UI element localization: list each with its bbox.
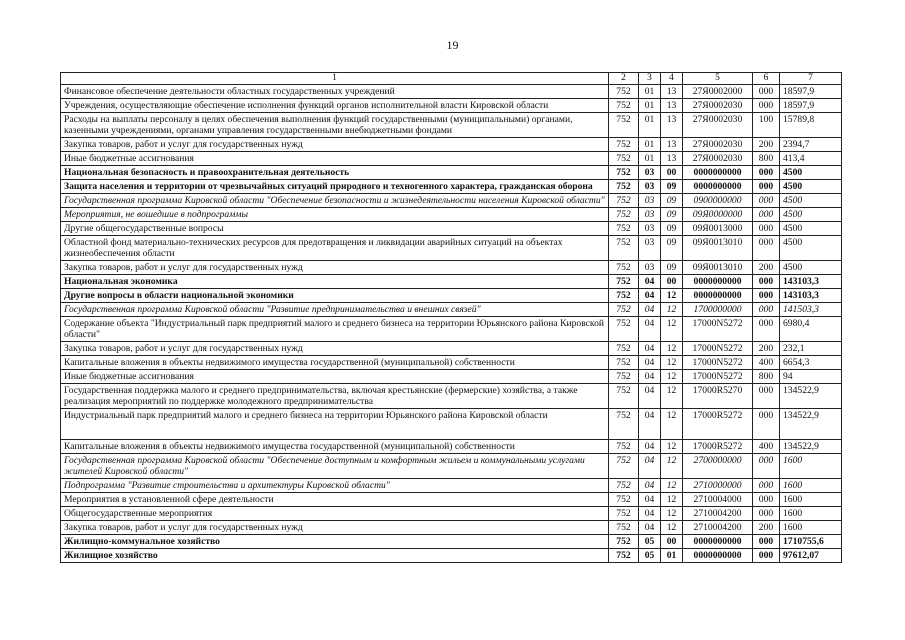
row-code-rz: 01 [639,113,661,138]
row-code-pr: 09 [661,208,683,222]
row-code-gr: 752 [609,440,639,454]
row-code-csr: 1700000000 [683,303,753,317]
row-code-gr: 752 [609,479,639,493]
row-code-csr: 0000000000 [683,275,753,289]
row-code-vr: 000 [753,166,780,180]
row-amount: 232,1 [780,342,842,356]
row-code-pr: 01 [661,549,683,563]
row-code-pr: 12 [661,384,683,409]
row-code-vr: 400 [753,356,780,370]
row-name: Областной фонд материально-технических ресурсов для предотвращения и ликвидации аварийных ситуаций на объектах жизнеобеспечения области [61,236,609,261]
row-code-gr: 752 [609,493,639,507]
row-code-pr: 09 [661,236,683,261]
column-header: 1 [61,73,609,85]
row-name: Общегосударственные мероприятия [61,507,609,521]
column-header: 4 [661,73,683,85]
budget-table [60,72,842,563]
row-code-rz: 01 [639,152,661,166]
row-code-pr: 12 [661,370,683,384]
row-code-csr: 27Я0002000 [683,85,753,99]
row-code-pr: 12 [661,289,683,303]
row-name: Национальная экономика [61,275,609,289]
row-code-gr: 752 [609,208,639,222]
row-code-pr: 12 [661,317,683,342]
row-code-vr: 000 [753,208,780,222]
row-code-csr: 2710004000 [683,493,753,507]
column-header: 6 [753,73,780,85]
table-row [61,384,842,409]
row-code-rz: 03 [639,194,661,208]
row-amount: 134522,9 [780,440,842,454]
row-name: Содержание объекта "Индустриальный парк предприятий малого и среднего бизнеса на территории Юрьянского района Кировской области" [61,317,609,342]
table-row [61,303,842,317]
row-code-gr: 752 [609,180,639,194]
row-amount: 6654,3 [780,356,842,370]
row-code-rz: 04 [639,342,661,356]
row-code-rz: 04 [639,384,661,409]
row-code-gr: 752 [609,113,639,138]
row-code-rz: 03 [639,222,661,236]
row-amount: 143103,3 [780,289,842,303]
row-code-rz: 03 [639,261,661,275]
row-amount: 6980,4 [780,317,842,342]
row-code-csr: 09Я0013010 [683,236,753,261]
row-code-csr: 0000000000 [683,166,753,180]
row-code-rz: 03 [639,236,661,261]
table-row [61,236,842,261]
row-code-pr: 09 [661,261,683,275]
row-code-csr: 27Я0002030 [683,138,753,152]
row-code-pr: 12 [661,303,683,317]
row-name: Государственная поддержка малого и среднего предпринимательства, включая крестьянские (фермерские) хозяйства, а также реализация мероприятий по поддержке молодежного предпринимательства [61,384,609,409]
row-amount: 413,4 [780,152,842,166]
row-code-gr: 752 [609,166,639,180]
row-code-pr: 09 [661,180,683,194]
row-code-rz: 04 [639,409,661,440]
row-code-vr: 000 [753,85,780,99]
row-name: Другие общегосударственные вопросы [61,222,609,236]
row-name: Закупка товаров, работ и услуг для государственных нужд [61,261,609,275]
row-amount: 94 [780,370,842,384]
row-code-csr: 0900000000 [683,194,753,208]
row-amount: 143103,3 [780,275,842,289]
row-code-rz: 03 [639,166,661,180]
row-code-pr: 13 [661,152,683,166]
table-row [61,99,842,113]
row-code-vr: 000 [753,236,780,261]
row-code-vr: 000 [753,99,780,113]
table-row [61,138,842,152]
table-header [61,73,842,85]
row-name: Капитальные вложения в объекты недвижимого имущества государственной (муниципальной) собственности [61,356,609,370]
table-row [61,208,842,222]
row-code-vr: 800 [753,152,780,166]
row-code-vr: 000 [753,194,780,208]
row-code-gr: 752 [609,356,639,370]
row-code-rz: 05 [639,549,661,563]
row-code-csr: 27Я0002030 [683,113,753,138]
row-amount: 134522,9 [780,384,842,409]
row-code-rz: 01 [639,99,661,113]
row-code-pr: 13 [661,85,683,99]
row-code-vr: 000 [753,384,780,409]
row-code-gr: 752 [609,261,639,275]
row-code-csr: 2710004200 [683,507,753,521]
row-code-gr: 752 [609,535,639,549]
row-code-gr: 752 [609,275,639,289]
row-code-vr: 000 [753,303,780,317]
row-code-vr: 000 [753,275,780,289]
row-code-csr: 2710000000 [683,479,753,493]
row-code-gr: 752 [609,409,639,440]
row-code-vr: 200 [753,261,780,275]
table-row [61,440,842,454]
table-row [61,275,842,289]
row-code-csr: 2710004200 [683,521,753,535]
row-code-gr: 752 [609,507,639,521]
row-code-csr: 2700000000 [683,454,753,479]
row-code-vr: 200 [753,138,780,152]
row-name: Финансовое обеспечение деятельности областных государственных учреждений [61,85,609,99]
table-body [61,85,842,563]
row-amount: 18597,9 [780,85,842,99]
row-amount: 18597,9 [780,99,842,113]
column-header: 2 [609,73,639,85]
row-code-rz: 03 [639,208,661,222]
row-code-pr: 12 [661,454,683,479]
row-amount: 2394,7 [780,138,842,152]
row-amount: 4500 [780,261,842,275]
table-row [61,454,842,479]
row-code-csr: 0000000000 [683,289,753,303]
row-code-gr: 752 [609,152,639,166]
row-code-rz: 04 [639,440,661,454]
row-code-csr: 09Я0013010 [683,261,753,275]
row-code-pr: 13 [661,99,683,113]
row-code-vr: 100 [753,113,780,138]
table-row [61,317,842,342]
column-header: 5 [683,73,753,85]
table-row [61,289,842,303]
row-amount: 4500 [780,222,842,236]
row-amount: 1600 [780,493,842,507]
row-code-vr: 400 [753,440,780,454]
row-code-rz: 04 [639,507,661,521]
row-code-rz: 04 [639,370,661,384]
row-code-rz: 04 [639,303,661,317]
row-amount: 141503,3 [780,303,842,317]
row-code-rz: 04 [639,289,661,303]
row-name: Капитальные вложения в объекты недвижимого имущества государственной (муниципальной) собственности [61,440,609,454]
table-row [61,113,842,138]
row-code-vr: 000 [753,317,780,342]
row-code-vr: 000 [753,507,780,521]
row-amount: 1600 [780,479,842,493]
row-code-rz: 04 [639,493,661,507]
row-code-gr: 752 [609,384,639,409]
row-name: Учреждения, осуществляющие обеспечение исполнения функций органов исполнительной власти Кировской области [61,99,609,113]
row-code-gr: 752 [609,222,639,236]
row-name: Жилищное хозяйство [61,549,609,563]
row-code-pr: 00 [661,275,683,289]
row-code-rz: 04 [639,454,661,479]
row-name: Подпрограмма "Развитие строительства и архитектуры Кировской области" [61,479,609,493]
row-code-rz: 01 [639,138,661,152]
row-amount: 1710755,6 [780,535,842,549]
row-code-rz: 04 [639,317,661,342]
row-name: Государственная программа Кировской области "Обеспечение доступным и комфортным жильем и коммунальными услугами жителей Кировской области" [61,454,609,479]
row-code-pr: 12 [661,507,683,521]
row-code-vr: 000 [753,535,780,549]
row-code-rz: 04 [639,521,661,535]
row-amount: 4500 [780,180,842,194]
row-name: Закупка товаров, работ и услуг для государственных нужд [61,342,609,356]
row-code-csr: 17000R5270 [683,384,753,409]
table-row [61,222,842,236]
row-amount: 1600 [780,507,842,521]
row-code-gr: 752 [609,303,639,317]
row-name: Государственная программа Кировской области "Развитие предпринимательства и внешних связей" [61,303,609,317]
row-code-gr: 752 [609,138,639,152]
table-row [61,521,842,535]
row-code-gr: 752 [609,549,639,563]
table-row [61,194,842,208]
row-amount: 4500 [780,236,842,261]
row-name: Мероприятия в установленной сфере деятельности [61,493,609,507]
column-header: 7 [780,73,842,85]
table-row [61,261,842,275]
table-row [61,356,842,370]
row-code-gr: 752 [609,236,639,261]
row-code-pr: 12 [661,409,683,440]
row-code-rz: 04 [639,356,661,370]
row-code-pr: 12 [661,479,683,493]
row-code-csr: 0000000000 [683,535,753,549]
table-row [61,166,842,180]
row-code-csr: 27Я0002030 [683,99,753,113]
column-header: 3 [639,73,661,85]
row-code-vr: 000 [753,289,780,303]
table-row [61,507,842,521]
row-name: Индустриальный парк предприятий малого и среднего бизнеса на территории Юрьянского района Кировской области [61,409,609,440]
row-code-pr: 12 [661,521,683,535]
row-code-pr: 00 [661,166,683,180]
row-name: Другие вопросы в области национальной экономики [61,289,609,303]
row-code-csr: 17000N5272 [683,356,753,370]
row-code-vr: 000 [753,222,780,236]
row-code-gr: 752 [609,99,639,113]
row-name: Мероприятия, не вошедшие в подпрограммы [61,208,609,222]
row-code-vr: 000 [753,479,780,493]
row-code-pr: 00 [661,535,683,549]
row-code-rz: 04 [639,479,661,493]
row-code-gr: 752 [609,85,639,99]
row-code-pr: 13 [661,113,683,138]
row-code-rz: 05 [639,535,661,549]
row-code-vr: 000 [753,454,780,479]
row-name: Национальная безопасность и правоохранительная деятельность [61,166,609,180]
row-code-csr: 09Я0000000 [683,208,753,222]
row-name: Расходы на выплаты персоналу в целях обеспечения выполнения функций государственными (муниципальными) органами, казенными учреждениями, органами управления государственными внебюджетными фондами [61,113,609,138]
table-row [61,549,842,563]
row-code-csr: 09Я0013000 [683,222,753,236]
row-amount: 1600 [780,521,842,535]
table-row [61,535,842,549]
row-name: Иные бюджетные ассигнования [61,152,609,166]
table-row [61,180,842,194]
row-code-vr: 200 [753,521,780,535]
row-code-vr: 000 [753,493,780,507]
row-code-csr: 0000000000 [683,180,753,194]
row-code-csr: 17000N5272 [683,317,753,342]
row-amount: 97612,07 [780,549,842,563]
table-row [61,342,842,356]
row-code-vr: 000 [753,409,780,440]
table-row [61,152,842,166]
row-code-vr: 000 [753,180,780,194]
row-code-pr: 12 [661,493,683,507]
row-name: Государственная программа Кировской области "Обеспечение безопасности и жизнедеятельности населения Кировской области" [61,194,609,208]
table-row [61,409,842,440]
table-row [61,493,842,507]
row-amount: 4500 [780,166,842,180]
row-name: Защита населения и территории от чрезвычайных ситуаций природного и техногенного характера, гражданская оборона [61,180,609,194]
row-name: Закупка товаров, работ и услуг для государственных нужд [61,138,609,152]
row-code-vr: 000 [753,549,780,563]
row-code-rz: 01 [639,85,661,99]
row-name: Иные бюджетные ассигнования [61,370,609,384]
row-code-rz: 03 [639,180,661,194]
row-code-pr: 12 [661,342,683,356]
row-name: Закупка товаров, работ и услуг для государственных нужд [61,521,609,535]
row-name: Жилищно-коммунальное хозяйство [61,535,609,549]
row-amount: 4500 [780,194,842,208]
row-code-csr: 27Я0002030 [683,152,753,166]
row-code-csr: 17000R5272 [683,409,753,440]
row-code-gr: 752 [609,521,639,535]
row-code-gr: 752 [609,342,639,356]
row-code-gr: 752 [609,317,639,342]
table-row [61,85,842,99]
row-code-vr: 200 [753,342,780,356]
row-code-pr: 09 [661,194,683,208]
row-code-pr: 12 [661,356,683,370]
row-code-csr: 17000N5272 [683,342,753,356]
row-code-csr: 17000N5272 [683,370,753,384]
row-code-vr: 800 [753,370,780,384]
row-code-gr: 752 [609,454,639,479]
page-number: 19 [446,38,459,52]
row-code-pr: 13 [661,138,683,152]
row-amount: 134522,9 [780,409,842,440]
row-code-csr: 0000000000 [683,549,753,563]
row-code-gr: 752 [609,194,639,208]
table-row [61,479,842,493]
row-amount: 4500 [780,208,842,222]
row-code-gr: 752 [609,370,639,384]
row-code-pr: 09 [661,222,683,236]
row-code-pr: 12 [661,440,683,454]
row-code-gr: 752 [609,289,639,303]
row-amount: 1600 [780,454,842,479]
row-amount: 15789,8 [780,113,842,138]
row-code-csr: 17000R5272 [683,440,753,454]
row-code-rz: 04 [639,275,661,289]
table-row [61,370,842,384]
